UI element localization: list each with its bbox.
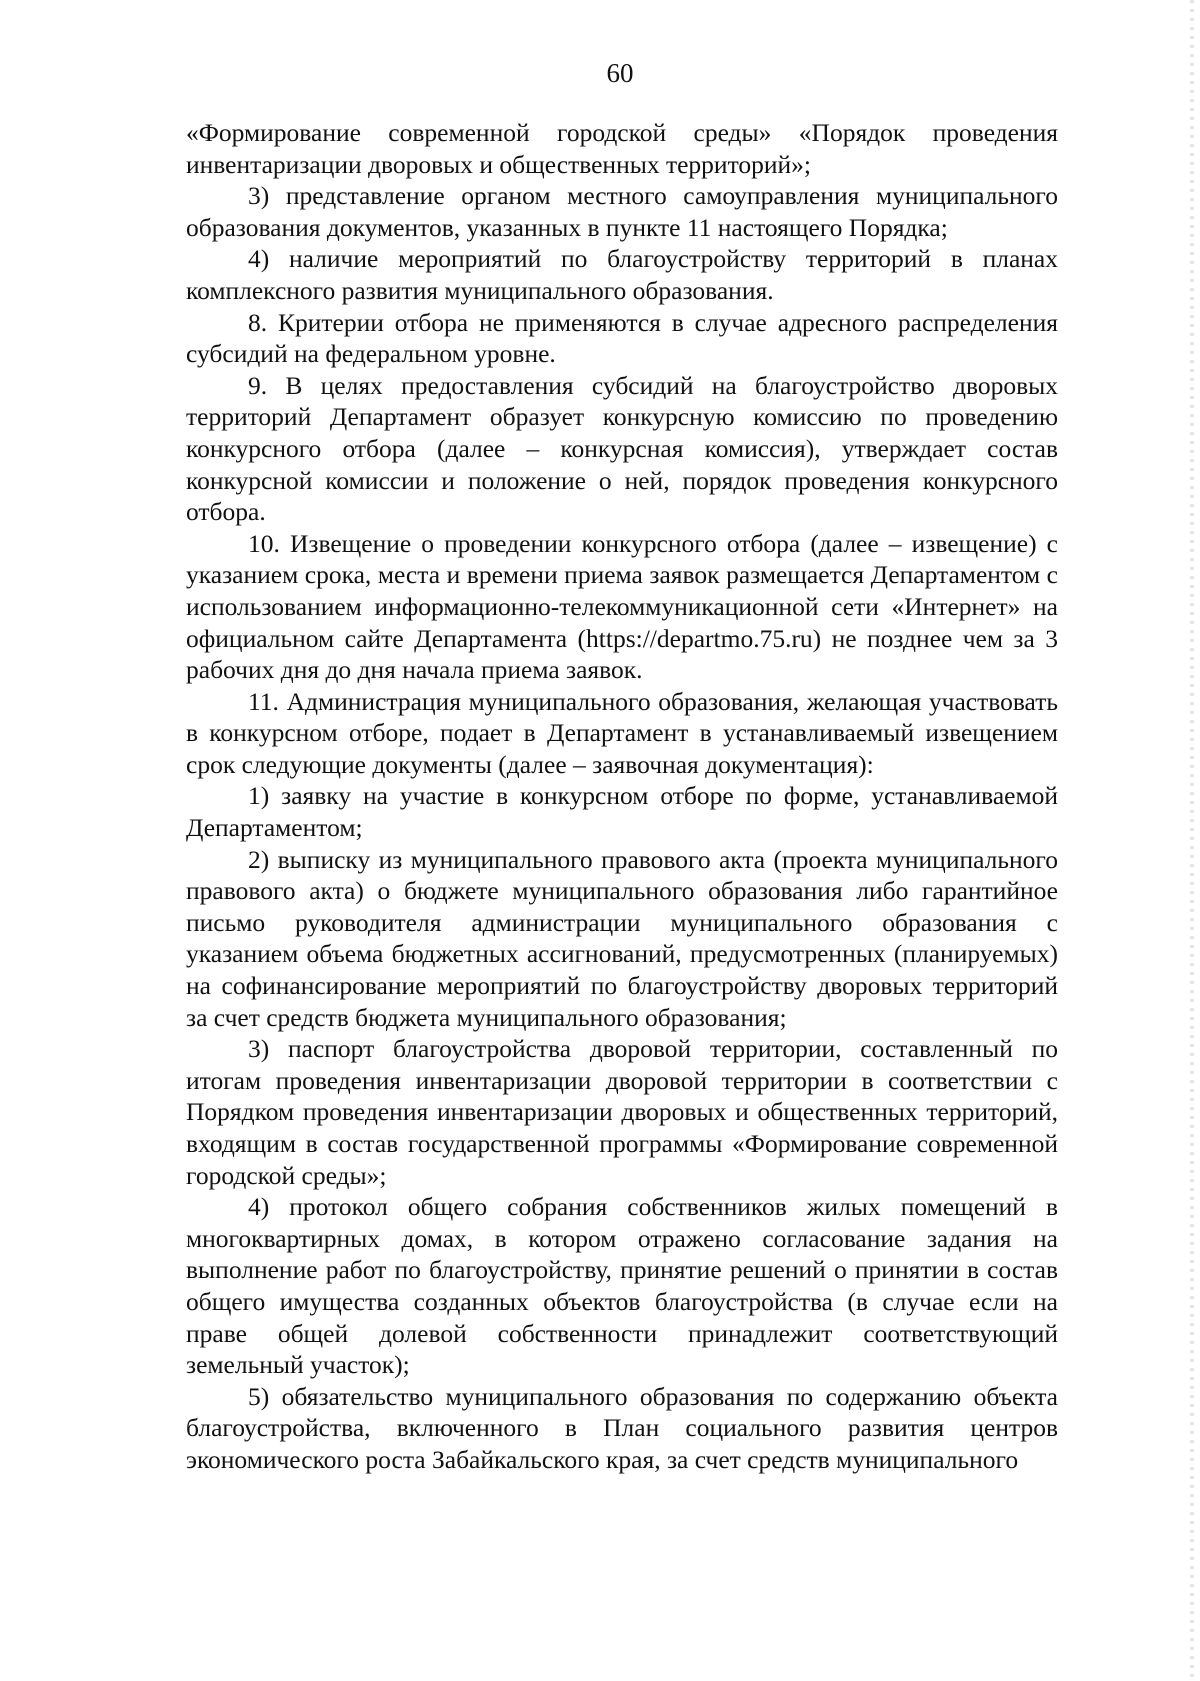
paragraph: 1) заявку на участие в конкурсном отборе по форме, устанавливаемой Департаментом; xyxy=(186,781,1058,843)
paragraph: 11. Администрация муниципального образования, желающая участвовать в конкурсном отборе, подает в Департамент в устанавливаемый извещением срок следующие документы (далее – заявочная документация): xyxy=(186,686,1058,779)
paragraph: 9. В целях предоставления субсидий на благоустройство дворовых территорий Департамент образует конкурсную комиссию по проведению конкурсного отбора (далее – конкурсная комиссия), утверждает состав конкурсной комиссии и положение о ней, порядок проведения конкурсного отбора. xyxy=(186,370,1058,527)
paragraph: 4) наличие мероприятий по благоустройству территорий в планах комплексного развития муниципального образования. xyxy=(186,244,1058,305)
paragraph: 3) паспорт благоустройства дворовой территории, составленный по итогам проведения инвентаризации дворовой территории в соответствии с Порядком проведения инвентаризации дворовых и общественных территорий, входящим в состав государственной программы «Формирование современной городской среды»; xyxy=(186,1034,1058,1190)
document-body xyxy=(186,117,1058,1476)
paragraph: 5) обязательство муниципального образования по содержанию объекта благоустройства, включенного в План социального развития центров экономического роста Забайкальского края, за счет средств муниципального xyxy=(186,1381,1058,1474)
paragraph: 4) протокол общего собрания собственников жилых помещений в многоквартирных домах, в котором отражено согласование задания на выполнение работ по благоустройству, принятие решений о принятии в состав общего имущества созданных объектов благоустройства (в случае если на праве общей долевой собственности принадлежит соответствующий земельный участок); xyxy=(186,1192,1058,1380)
paragraph: 8. Критерии отбора не применяются в случае адресного распределения субсидий на федеральном уровне. xyxy=(186,307,1058,369)
scan-edge-artifact xyxy=(1190,0,1194,1681)
paragraph: 3) представление органом местного самоуправления муниципального образования документов, указанных в пункте 11 настоящего Порядка; xyxy=(186,181,1058,242)
paragraph: 10. Извещение о проведении конкурсного отбора (далее – извещение) с указанием срока, места и времени приема заявок размещается Департаментом с использованием информационно-телекоммуникационной сети «Интернет» на официальном сайте Департамента (https://departmo.75.ru) не позднее чем за 3 рабочих дня до дня начала приема заявок. xyxy=(186,528,1058,685)
page-number: 60 xyxy=(606,58,634,88)
paragraph: 2) выписку из муниципального правового акта (проекта муниципального правового акта) о бюджете муниципального образования либо гарантийное письмо руководителя администрации муниципального образования с указанием объема бюджетных ассигнований, предусмотренных (планируемых) на софинансирование мероприятий по благоустройству дворовых территорий за счет средств бюджета муниципального образования; xyxy=(186,844,1058,1032)
paragraph: «Формирование современной городской среды» «Порядок проведения инвентаризации дворовых и общественных территорий»; xyxy=(186,118,1058,179)
